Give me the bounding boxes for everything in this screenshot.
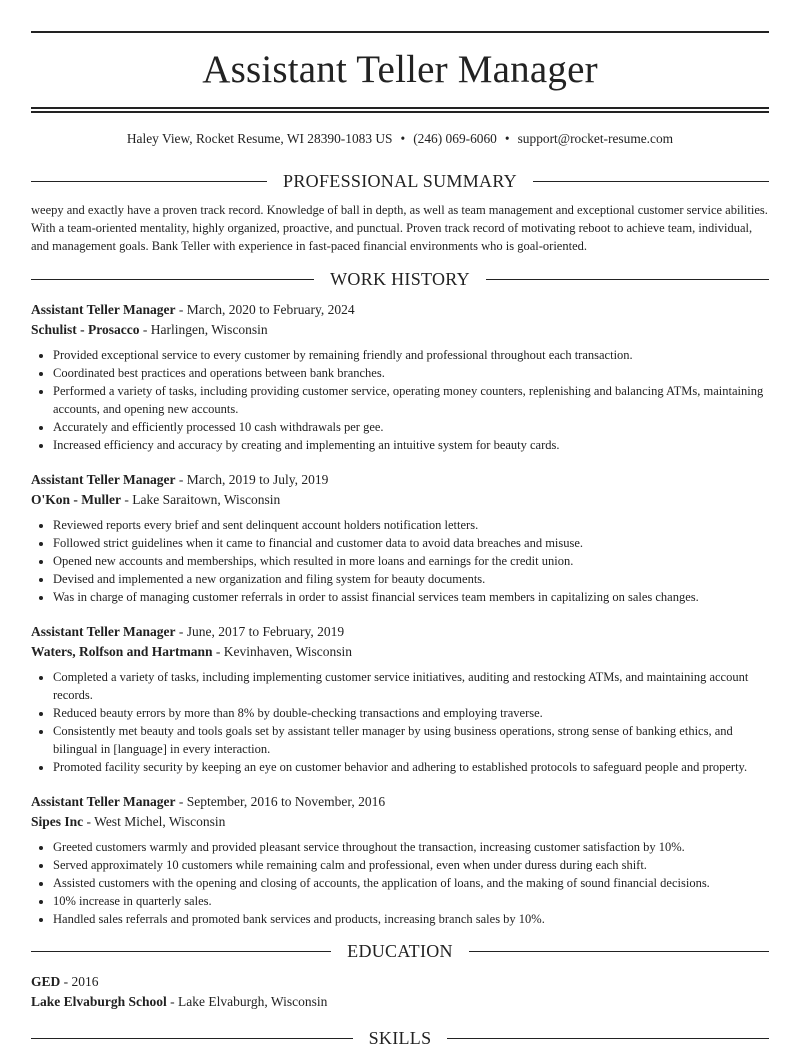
job-title: Assistant Teller Manager (31, 624, 176, 639)
section-rule-left (31, 181, 267, 182)
list-item: • 10% increase in quarterly sales. (53, 892, 769, 910)
contact-phone: (246) 069-6060 (413, 131, 497, 146)
section-rule-left (31, 1038, 353, 1039)
contact-address: Haley View, Rocket Resume, WI 28390-1083 US (126, 131, 393, 146)
job-title-line (31, 470, 769, 490)
list-item: • Opened new accounts and memberships, which resulted in more loans and earnings for the credit union. (53, 552, 769, 570)
list-item: • Followed strict guidelines when it came to financial and customer data to avoid data breaches and misuse. (53, 534, 769, 552)
list-item: • Completed a variety of tasks, including implementing customer service initiatives, auditing and restocking ATMs, and maintaining account records. (53, 668, 769, 704)
section-header-skills (31, 1025, 769, 1051)
list-item: • Provided exceptional service to every customer by remaining friendly and professional throughout each transaction. (53, 346, 769, 364)
employer-location: - West Michel, Wisconsin (83, 814, 226, 829)
section-rule-right (447, 1038, 769, 1039)
education-school-line (31, 992, 769, 1012)
list-item: • Accurately and efficiently processed 10 cash withdrawals per gee. (53, 418, 769, 436)
job-bullets (31, 346, 769, 454)
section-rule-left (31, 279, 314, 280)
job-dates: - June, 2017 to February, 2019 (175, 624, 345, 639)
employer-location: - Lake Saraitown, Wisconsin (121, 492, 281, 507)
list-item: • Served approximately 10 customers while remaining calm and professional, even when under duress during each shift. (53, 856, 769, 874)
job-dates: - March, 2019 to July, 2019 (175, 472, 329, 487)
employer-name: Sipes Inc (31, 814, 84, 829)
section-header-work (31, 266, 769, 292)
job-bullets (31, 838, 769, 928)
list-item: • Performed a variety of tasks, including providing customer service, operating money counters, replenishing and balancing ATMs, maintaining accounts, and opening new accounts. (53, 382, 769, 418)
job-title: Assistant Teller Manager (31, 472, 176, 487)
list-item: • Reviewed reports every brief and sent delinquent account holders notification letters. (53, 516, 769, 534)
contact-separator: • (400, 131, 406, 146)
job-title-line (31, 622, 769, 642)
job-entry (31, 792, 769, 928)
list-item: • Consistently met beauty and tools goals set by assistant teller manager by using business operations, strong sense of banking ethics, and bilingual in [language] in every interaction. (53, 722, 769, 758)
job-title-line (31, 300, 769, 320)
contact-line (31, 130, 769, 148)
list-item: • Devised and implemented a new organization and filing system for beauty documents. (53, 570, 769, 588)
list-item: • Handled sales referrals and promoted bank services and products, increasing branch sales by 10%. (53, 910, 769, 928)
list-item: • Coordinated best practices and operations between bank branches. (53, 364, 769, 382)
list-item: • Was in charge of managing customer referrals in order to assist financial services team members in capitalizing on sales changes. (53, 588, 769, 606)
contact-email: support@rocket-resume.com (517, 131, 674, 146)
job-title: Assistant Teller Manager (31, 794, 176, 809)
section-title-education: EDUCATION (347, 941, 453, 961)
employer-name: Waters, Rolfson and Hartmann (31, 644, 213, 659)
section-title-work: WORK HISTORY (330, 269, 470, 289)
job-title-line (31, 792, 769, 812)
job-entry (31, 622, 769, 776)
education-school: Lake Elvaburgh School (31, 994, 167, 1009)
job-dates: - March, 2020 to February, 2024 (175, 302, 355, 317)
job-dates: - September, 2016 to November, 2016 (175, 794, 386, 809)
list-item: • Assisted customers with the opening and closing of accounts, the application of loans, and the making of sound financial decisions. (53, 874, 769, 892)
section-header-education (31, 938, 769, 964)
section-header-summary (31, 168, 769, 194)
employer-name: O'Kon - Muller (31, 492, 121, 507)
job-title: Assistant Teller Manager (31, 302, 176, 317)
top-rule (31, 31, 769, 33)
section-rule-right (533, 181, 769, 182)
resume-page (31, 31, 769, 1051)
education-degree: GED (31, 974, 61, 989)
resume-title: Assistant Teller Manager (202, 48, 598, 91)
job-bullets (31, 668, 769, 776)
job-entry (31, 300, 769, 454)
employer-location: - Kevinhaven, Wisconsin (212, 644, 352, 659)
list-item: • Reduced beauty errors by more than 8% by double-checking transactions and employing traverse. (53, 704, 769, 722)
title-double-rule (31, 107, 769, 113)
list-item: • Greeted customers warmly and provided pleasant service throughout the transaction, increasing customer satisfaction by 10%. (53, 838, 769, 856)
education-degree-line (31, 972, 769, 992)
education-location: - Lake Elvaburgh, Wisconsin (166, 994, 328, 1009)
job-entry (31, 470, 769, 606)
section-rule-right (469, 951, 769, 952)
employer-location: - Harlingen, Wisconsin (139, 322, 268, 337)
list-item: • Promoted facility security by keeping an eye on customer behavior and adhering to established protocols to safeguard people and property. (53, 758, 769, 776)
section-title-skills: SKILLS (368, 1028, 432, 1048)
job-bullets (31, 516, 769, 606)
employer-line (31, 812, 769, 832)
education-year: - 2016 (60, 974, 99, 989)
section-rule-left (31, 951, 331, 952)
section-rule-right (486, 279, 769, 280)
employer-line (31, 490, 769, 510)
summary-paragraph: weepy and exactly have a proven track record. Knowledge of ball in depth, as well as team management and exceptional customer service abilities. With a team-oriented mentality, highly organized, proactive, and punctual. Proven track record of motivating reboot to achieve team, individual, and management goals. Bank Teller with experience in fast-paced financial environments who is goal-oriented. (31, 203, 768, 253)
education-entry (31, 972, 769, 1012)
contact-separator: • (504, 131, 510, 146)
employer-line (31, 320, 769, 340)
employer-name: Schulist - Prosacco (31, 322, 140, 337)
list-item: • Increased efficiency and accuracy by creating and implementing an intuitive system for beauty cards. (53, 436, 769, 454)
section-title-summary: PROFESSIONAL SUMMARY (283, 171, 517, 191)
employer-line (31, 642, 769, 662)
